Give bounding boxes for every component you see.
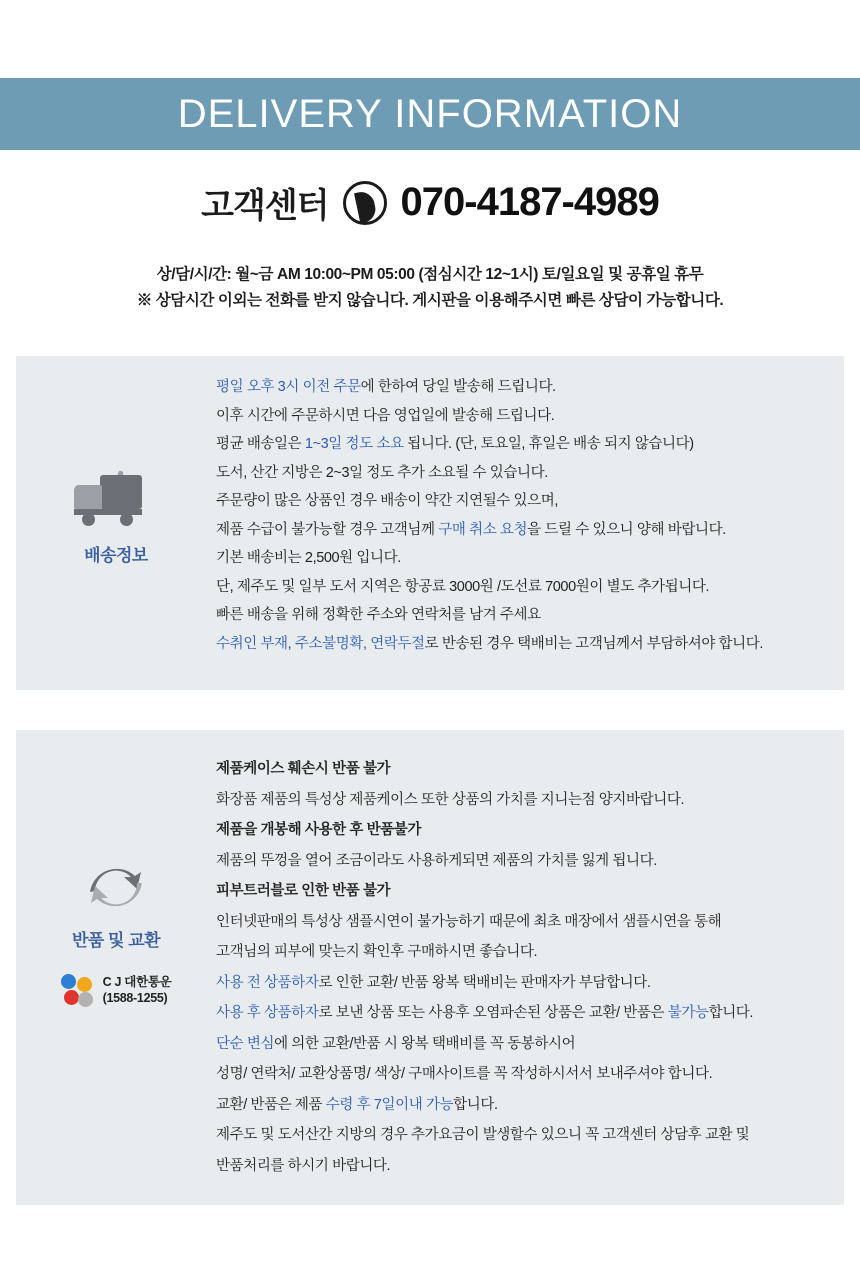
phone-icon xyxy=(343,181,387,225)
cj-logo-icon xyxy=(61,973,95,1007)
return-line-10-rest: 에 의한 교환/반품 시 왕복 택배비를 꼭 동봉하시어 xyxy=(274,1035,576,1052)
courier-text xyxy=(103,974,172,1006)
delivery-line-1-highlight: 평일 오후 3시 이전 주문 xyxy=(216,379,361,395)
return-line-3: 제품을 개봉해 사용한 후 반품불가 xyxy=(216,822,422,838)
delivery-line-3-rest: 됩니다. (단, 토요일, 휴일은 배송 되지 않습니다) xyxy=(403,436,694,452)
delivery-line-1 xyxy=(216,378,832,396)
customer-center-row xyxy=(0,178,860,227)
delivery-panel-body xyxy=(216,356,832,690)
hours-line-1: 상/담/시/간: 월~금 AM 10:00~PM 05:00 (점심시간 12~1시) 토/일요일 및 공휴일 휴무 xyxy=(156,266,704,283)
delivery-line-4: 도서, 산간 지방은 2~3일 정도 추가 소요될 수 있습니다. xyxy=(216,464,548,481)
return-line-6: 인터넷판매의 특성상 샘플시연이 불가능하기 때문에 최초 매장에서 샘플시연을 통해 xyxy=(216,913,722,930)
delivery-line-6-highlight: 구매 취소 요청 xyxy=(438,521,528,538)
return-panel-side xyxy=(16,730,216,1205)
return-line-12 xyxy=(216,1096,832,1114)
return-line-12-highlight: 수령 후 7일이내 가능 xyxy=(325,1096,454,1113)
courier-block xyxy=(61,973,172,1007)
return-line-10 xyxy=(216,1035,832,1053)
return-line-5: 피부트러블로 인한 반품 불가 xyxy=(216,883,391,899)
delivery-panel-side xyxy=(16,356,216,690)
delivery-line-1-rest: 에 한하여 당일 발송해 드립니다. xyxy=(360,379,556,395)
return-line-4: 제품의 뚜껑을 열어 조금이라도 사용하게되면 제품의 가치를 잃게 됩니다. xyxy=(216,852,657,869)
delivery-line-3 xyxy=(216,435,832,453)
courier-phone: (1588-1255) xyxy=(102,991,168,1005)
return-line-11: 성명/ 연락처/ 교환상품명/ 색상/ 구매사이트를 꼭 작성하시서서 보내주셔야 합니다. xyxy=(216,1066,713,1082)
delivery-line-3-highlight: 1~3일 정도 소요 xyxy=(304,436,404,452)
return-panel-title: 반품 및 교환 xyxy=(71,931,161,950)
delivery-line-2: 이후 시간에 주문하시면 다음 영업일에 발송해 드립니다. xyxy=(216,407,555,424)
return-line-8-rest: 로 인한 교환/ 반품 왕복 택배비는 판매자가 부담합니다. xyxy=(318,974,651,991)
return-line-12-rest: 합니다. xyxy=(453,1096,498,1113)
delivery-line-6 xyxy=(216,521,832,539)
delivery-line-8: 단, 제주도 및 일부 도서 지역은 항공료 3000원 /도선료 7000원이 별도 추가됩니다. xyxy=(216,578,710,595)
return-line-9-mid: 로 보낸 상품 또는 사용후 오염파손된 상품은 교환/ 반품은 xyxy=(318,1005,668,1021)
delivery-line-10 xyxy=(216,635,832,653)
truck-icon xyxy=(74,471,158,529)
return-line-7: 고객님의 피부에 맞는지 확인후 구매하시면 좋습니다. xyxy=(216,944,538,960)
return-line-14: 반품처리를 하시기 바랍니다. xyxy=(216,1157,391,1174)
delivery-info-panel xyxy=(16,356,844,690)
return-line-12-pre: 교환/ 반품은 제품 xyxy=(216,1096,326,1113)
delivery-line-5: 주문량이 많은 상품인 경우 배송이 약간 지연될수 있으며, xyxy=(216,493,558,509)
return-line-8 xyxy=(216,974,832,992)
consultation-hours xyxy=(0,262,860,314)
delivery-line-6-pre: 제품 수급이 불가능할 경우 고객님께 xyxy=(216,521,439,538)
return-line-10-highlight: 단순 변심 xyxy=(216,1035,275,1052)
return-line-9-highlight-2: 불가능 xyxy=(667,1005,709,1021)
return-line-13: 제주도 및 도서산간 지방의 경우 추가요금이 발생할수 있으니 꼭 고객센터 상담후 교환 및 xyxy=(216,1127,750,1143)
return-line-9-rest: 합니다. xyxy=(708,1005,754,1021)
return-line-9-highlight: 사용 후 상품하자 xyxy=(216,1005,319,1021)
courier-name: C J 대한통운 xyxy=(102,975,172,989)
customer-center-phone: 070-4187-4989 xyxy=(400,180,659,224)
delivery-line-3-pre: 평균 배송일은 xyxy=(216,436,305,452)
return-exchange-panel xyxy=(16,730,844,1205)
return-line-1: 제품케이스 훼손시 반품 불가 xyxy=(216,761,391,777)
delivery-information-banner xyxy=(0,78,860,150)
delivery-line-10-highlight: 수취인 부재, 주소불명확, 연락두절 xyxy=(216,635,425,652)
return-panel-body xyxy=(216,730,832,1205)
exchange-icon xyxy=(83,858,149,914)
delivery-line-10-rest: 로 반송된 경우 택배비는 고객님께서 부담하셔야 합니다. xyxy=(424,635,763,652)
return-line-9 xyxy=(216,1004,832,1022)
return-line-2: 화장품 제품의 특성상 제품케이스 또한 상품의 가치를 지니는점 양지바랍니다. xyxy=(216,791,685,808)
customer-center-label: 고객센터 xyxy=(201,187,329,225)
delivery-panel-title: 배송정보 xyxy=(84,545,148,565)
page-title: DELIVERY INFORMATION xyxy=(177,91,683,136)
delivery-line-9: 빠른 배송을 위해 정확한 주소와 연락처를 남겨 주세요 xyxy=(216,607,541,623)
hours-line-2: ※ 상담시간 이외는 전화를 받지 않습니다. 게시판을 이용해주시면 빠른 상담이 가능합니다. xyxy=(136,292,724,309)
delivery-line-6-rest: 을 드릴 수 있으니 양해 바랍니다. xyxy=(527,521,726,538)
delivery-line-7: 기본 배송비는 2,500원 입니다. xyxy=(216,550,401,566)
return-line-8-highlight: 사용 전 상품하자 xyxy=(216,974,319,991)
